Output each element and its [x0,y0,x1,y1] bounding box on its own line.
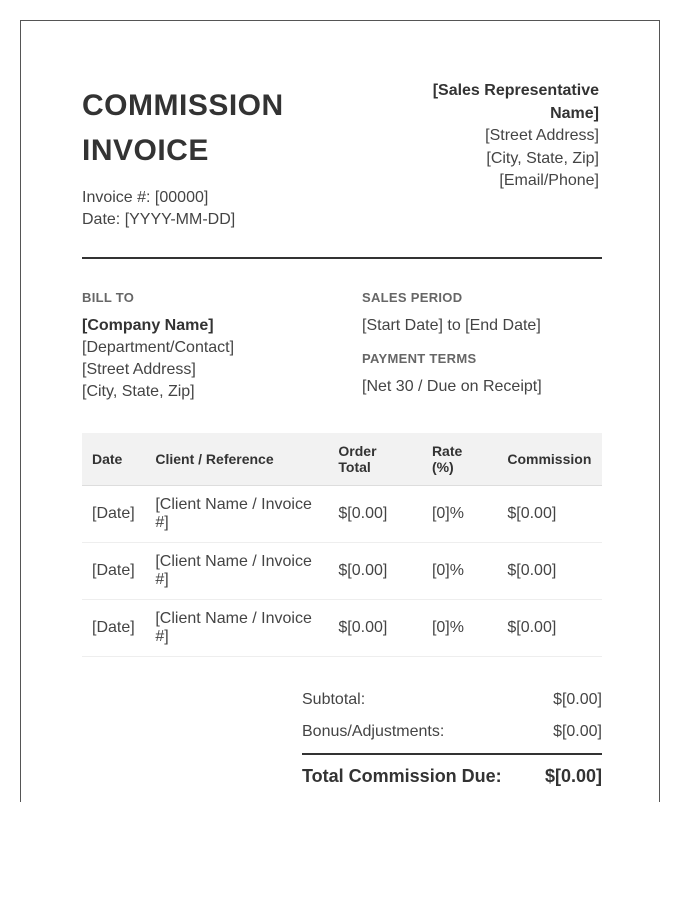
invoice-title [82,83,284,173]
cell-order-total: $[0.00] [328,543,422,600]
bonus-row [302,721,602,743]
table-row [82,543,602,600]
cell-client: [Client Name / Invoice #] [145,486,328,543]
cell-date: [Date] [82,486,145,543]
bill-to-block [82,290,234,403]
cell-rate: [0]% [422,486,497,543]
cell-commission: $[0.00] [497,486,602,543]
subtotal-label: Subtotal: [302,691,366,708]
subtotal-row [302,689,602,711]
sales-rep-block [419,80,599,193]
sales-rep-name: [Sales Representative Name] [432,82,599,122]
header-order-total: Order Total [328,433,422,486]
payment-terms-label: PAYMENT TERMS [362,351,477,366]
bonus-value: $[0.00] [553,723,602,740]
invoice-date: Date: [YYYY-MM-DD] [82,211,236,228]
sales-rep-city: [City, State, Zip] [486,149,599,167]
title-line-1: COMMISSION [82,89,284,122]
title-line-2: INVOICE [82,134,209,167]
table-row [82,486,602,543]
bill-to-company: [Company Name] [82,317,214,334]
bill-to-street: [Street Address] [82,361,196,378]
cell-rate: [0]% [422,543,497,600]
header-divider [82,257,602,259]
bonus-label: Bonus/Adjustments: [302,723,445,740]
invoice-meta [82,187,235,231]
sales-rep-contact: [Email/Phone] [499,172,599,189]
totals-divider [302,753,602,755]
cell-rate: [0]% [422,600,497,657]
cell-commission: $[0.00] [497,600,602,657]
header-rate: Rate (%) [422,433,497,486]
bill-to-department: [Department/Contact] [82,339,235,356]
header-client: Client / Reference [145,433,328,486]
sales-rep-street: [Street Address] [485,127,599,144]
header-commission: Commission [497,433,602,486]
total-due-row [302,765,602,787]
invoice-page [20,20,660,802]
subtotal-value: $[0.00] [553,691,602,708]
table-header-row [82,433,602,486]
totals-block [302,689,602,787]
cell-client: [Client Name / Invoice #] [145,543,328,600]
bill-to-label: BILL TO [82,290,135,305]
sales-period-value: [Start Date] to [End Date] [362,317,541,334]
total-due-value: $[0.00] [544,766,602,786]
cell-order-total: $[0.00] [328,600,422,657]
total-due-label: Total Commission Due: [302,766,502,786]
sales-period-label: SALES PERIOD [362,290,463,305]
invoice-number: Invoice #: [00000] [82,189,209,206]
bill-to-city: [City, State, Zip] [82,383,195,400]
cell-client: [Client Name / Invoice #] [145,600,328,657]
commission-table [82,433,602,657]
cell-order-total: $[0.00] [328,486,422,543]
table-row [82,600,602,657]
period-terms-block [362,290,542,398]
cell-date: [Date] [82,600,145,657]
cell-commission: $[0.00] [497,543,602,600]
header-date: Date [82,433,145,486]
payment-terms-value: [Net 30 / Due on Receipt] [362,378,542,395]
cell-date: [Date] [82,543,145,600]
